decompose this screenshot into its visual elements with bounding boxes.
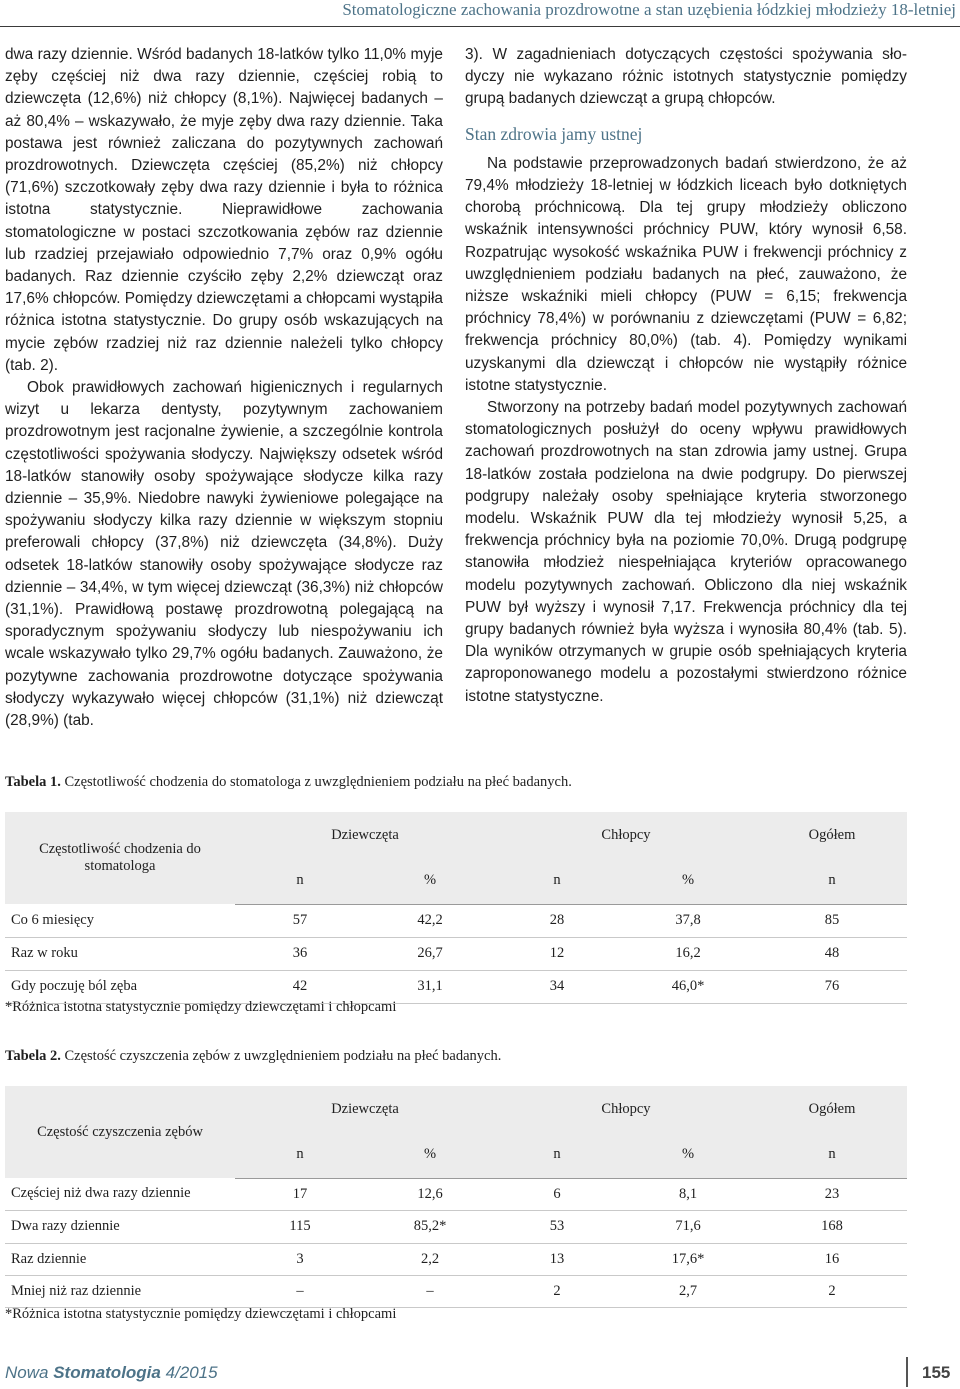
table2: [5, 1086, 907, 1308]
table-cell: 71,6: [619, 1210, 757, 1243]
table-row: [5, 1178, 907, 1210]
table1-sub-pct: %: [619, 858, 757, 904]
table-cell: 16: [757, 1243, 907, 1275]
table-cell: 28: [495, 904, 619, 937]
table-row: [5, 937, 907, 970]
table-cell: 85,2*: [365, 1210, 495, 1243]
table1-sub-pct: %: [365, 858, 495, 904]
table-cell: 2: [757, 1275, 907, 1307]
table-row: [5, 1275, 907, 1307]
table1-group-boys: Chłopcy: [601, 826, 651, 843]
table-cell: Co 6 miesięcy: [5, 904, 235, 937]
table-cell: 2,2: [365, 1243, 495, 1275]
table1-row-header: Częstotliwość chodzenia do stomatologa: [39, 841, 201, 874]
table-cell: 26,7: [365, 937, 495, 970]
table-cell: 46,0*: [619, 970, 757, 1003]
table-cell: 53: [495, 1210, 619, 1243]
page-number: 155: [922, 1363, 951, 1382]
table-cell: –: [235, 1275, 365, 1307]
table-cell: 115: [235, 1210, 365, 1243]
table-cell: –: [365, 1275, 495, 1307]
table2-sub-n: n: [495, 1132, 619, 1178]
table2-group-total: Ogółem: [808, 1100, 856, 1117]
left-column: [5, 44, 443, 732]
table1: [5, 812, 907, 1004]
table1-sub-n: n: [235, 858, 365, 904]
table-cell: Dwa razy dziennie: [5, 1210, 235, 1243]
table-cell: 42: [235, 970, 365, 1003]
table-cell: 3: [235, 1243, 365, 1275]
header-rule: [0, 26, 960, 27]
table2-group-boys: Chłopcy: [601, 1100, 651, 1117]
table-cell: 8,1: [619, 1178, 757, 1210]
journal-issue: 4/2015: [160, 1363, 218, 1382]
running-title: Stomatologiczne zachowania prozdrowotne a stan uzębienia łódzkiej młodzieży 18-letniej: [342, 0, 956, 19]
table-cell: Raz dziennie: [5, 1243, 235, 1275]
table-cell: 2,7: [619, 1275, 757, 1307]
right-paragraph-3: Stworzony na potrzeby badań model pozytywnych zachowań stomatologicznych posłużył do oceny wpływu prawidłowych zachowań prozdrowotnych na stan zdrowia jamy ustnej. Grupa 18-latków została podzielona na dwie podgrupy. Do pierwszej podgrupy należały osoby spełniające kryteria stworzonego modelu. Wskaźnik PUW dla tej młodzieży wynosił 5,25, a frekwencja próchnicy była na poziomie 70,0%. Drugą podgrupę stanowiła młodzież niespełniająca kryteriów opracowanego modelu pozytywnych zachowań. Obliczono dla niej wskaźnik PUW był wyższy i wynosił 7,17. Frekwencja próchnicy dla tej grupy badanych również była wyższa i wynosiła 80,4% (tab. 5). Dla wyników otrzymanych w grupie osób spełniających kryteria zaproponowanego modelu a pozostałymi stwierdzono różnice istotne statystyczne.: [465, 399, 907, 705]
table-cell: 57: [235, 904, 365, 937]
table-cell: 37,8: [619, 904, 757, 937]
table2-footnote: *Różnica istotna statystycznie pomiędzy dziewczętami i chłopcami: [5, 1306, 397, 1322]
table1-sub-n: n: [757, 858, 907, 904]
page-footer: [0, 1357, 960, 1389]
table2-label: Tabela 2.: [5, 1048, 61, 1064]
table1-group-girls: Dziewczęta: [331, 826, 399, 843]
right-paragraph-2: Na podstawie przeprowadzonych badań stwierdzono, że aż 79,4% młodzieży 18-letniej w łódzkich liceach było dotkniętych chorobą próchnicową. Dla tej grupy młodzieży obliczono wskaźnik intensywności próchnicy PUW, który wynosił 6,58. Rozpatrując wysokość wskaźnika PUW i frekwencji próchnicy z uwzględnieniem podziału badanych na płeć, zauważono, że niższe wskaźniki mieli chłopcy (PUW = 6,15; frekwencja próchnicy 78,4%) w porównaniu z dziewczętami (PUW = 6,82; frekwencja próchnicy 80,0%) (tab. 4). Pomiędzy wynikami uzyskanymi dla dziewcząt i chłopców nie wystąpiły różnice istotne statystycznie.: [465, 154, 907, 394]
section-title: Stan zdrowia jamy ustnej: [465, 123, 643, 144]
table2-sub-pct: %: [365, 1132, 495, 1178]
table-cell: 6: [495, 1178, 619, 1210]
table-cell: Raz w roku: [5, 937, 235, 970]
table1-caption-text: Częstotliwość chodzenia do stomatologa z uwzględnieniem podziału na płeć badanych.: [64, 774, 572, 790]
table2-row-header: Częstość czyszczenia zębów: [37, 1123, 203, 1140]
running-header: [0, 0, 960, 30]
table-cell: 23: [757, 1178, 907, 1210]
journal-name-bold: Stomatologia: [53, 1363, 161, 1382]
table-cell: 85: [757, 904, 907, 937]
table1-label: Tabela 1.: [5, 774, 61, 790]
table-row: [5, 904, 907, 937]
table-row: [5, 1210, 907, 1243]
right-paragraph-1: 3). W zagadnieniach dotyczących częstości spożywania słodyczy nie wykazano różnic istotnych statystycznie pomiędzy grupą badanych dziewcząt a grupą chłopców.: [465, 46, 907, 108]
table-cell: 36: [235, 937, 365, 970]
table-cell: 17,6*: [619, 1243, 757, 1275]
table1-caption: [5, 774, 572, 791]
journal-name-light: Nowa: [5, 1363, 54, 1382]
table-cell: 12,6: [365, 1178, 495, 1210]
table-cell: 12: [495, 937, 619, 970]
table2-group-girls: Dziewczęta: [331, 1100, 399, 1117]
table-cell: 42,2: [365, 904, 495, 937]
table1-sub-n: n: [495, 858, 619, 904]
table2-caption-text: Częstość czyszczenia zębów z uwzględnieniem podziału na płeć badanych.: [64, 1048, 502, 1064]
table1-group-total: Ogółem: [808, 826, 856, 843]
table2-sub-n: n: [757, 1132, 907, 1178]
table-row: [5, 1243, 907, 1275]
table-cell: 31,1: [365, 970, 495, 1003]
table-cell: Częściej niż dwa razy dziennie: [5, 1178, 235, 1210]
table-cell: 76: [757, 970, 907, 1003]
table2-caption: [5, 1048, 501, 1065]
left-paragraph-1: dwa razy dziennie. Wśród badanych 18-latków tylko 11,0% myje zęby częściej niż dwa razy dziennie, częściej robią to dziewczęta (12,6%) niż chłopcy (8,1%). Najwięcej badanych – aż 80,4% – wskazywało, że myje zęby dwa razy dziennie. Taka postawa jest również zaliczana do pozytywnych zachowań prozdrowotnych. Dziewczęta częściej (85,2%) niż chłopcy (71,6%) szczotkowały zęby dwa razy dziennie i była to różnica istotna statystycznie. Nieprawidłowe zachowania stomatologiczne w postaci szczotkowania zębów raz dziennie lub rzadziej przejawiało odpowiednio 7,7% oraz 0,9% ogółu badanych. Raz dziennie czyściło zęby 2,2% dziewcząt oraz 17,6% chłopców. Pomiędzy dziewczętami a chłopcami wystąpiła różnica istotna statystycznie. Do grupy osób wskazujących na mycie zębów rzadziej niż raz dziennie należeli tylko chłopcy (tab. 2).: [5, 46, 443, 374]
journal-name: [5, 1363, 218, 1383]
table-cell: 48: [757, 937, 907, 970]
footer-divider: [906, 1357, 908, 1387]
table-cell: 34: [495, 970, 619, 1003]
table1-footnote: *Różnica istotna statystycznie pomiędzy dziewczętami i chłopcami: [5, 999, 397, 1015]
table-cell: 16,2: [619, 937, 757, 970]
table2-sub-n: n: [235, 1132, 365, 1178]
table-cell: Mniej niż raz dziennie: [5, 1275, 235, 1307]
left-paragraph-2: Obok prawidłowych zachowań higienicznych i regularnych wizyt u lekarza dentysty, pozytywnym zachowaniem prozdrowotnym jest racjonalne żywienie, a szczególnie kontrola częstotliwości spożywania słodyczy. Największy odsetek wśród 18-latków stanowiły osoby spożywające słodycze kilka razy dziennie – 35,9%. Niedobre nawyki żywieniowe polegające na spożywaniu słodyczy kilka razy dziennie w większym stopniu preferowali chłopcy (37,8%) niż dziewczęta (34,8%). Duży odsetek 18-latków stanowiły osoby spożywające słodycze raz dziennie – 34,4%, w tym więcej dziewcząt (36,3%) niż chłopców (31,1%). Prawidłową postawę prozdrowotną polegającą na sporadycznym spożywaniu słodyczy lub niespożywaniu ich wcale wskazywało tylko 29,7% ogółu badanych. Zauważono, że pozytywne zachowania prozdrowotne dotyczące spożywania słodyczy wykazywało więcej chłopców (31,1%) niż dziewcząt (28,9%) (tab.: [5, 379, 443, 730]
table-cell: Gdy poczuję ból zęba: [5, 970, 235, 1003]
right-column: [465, 44, 907, 708]
table-cell: 17: [235, 1178, 365, 1210]
table-cell: 168: [757, 1210, 907, 1243]
table-cell: 13: [495, 1243, 619, 1275]
table2-sub-pct: %: [619, 1132, 757, 1178]
table-cell: 2: [495, 1275, 619, 1307]
